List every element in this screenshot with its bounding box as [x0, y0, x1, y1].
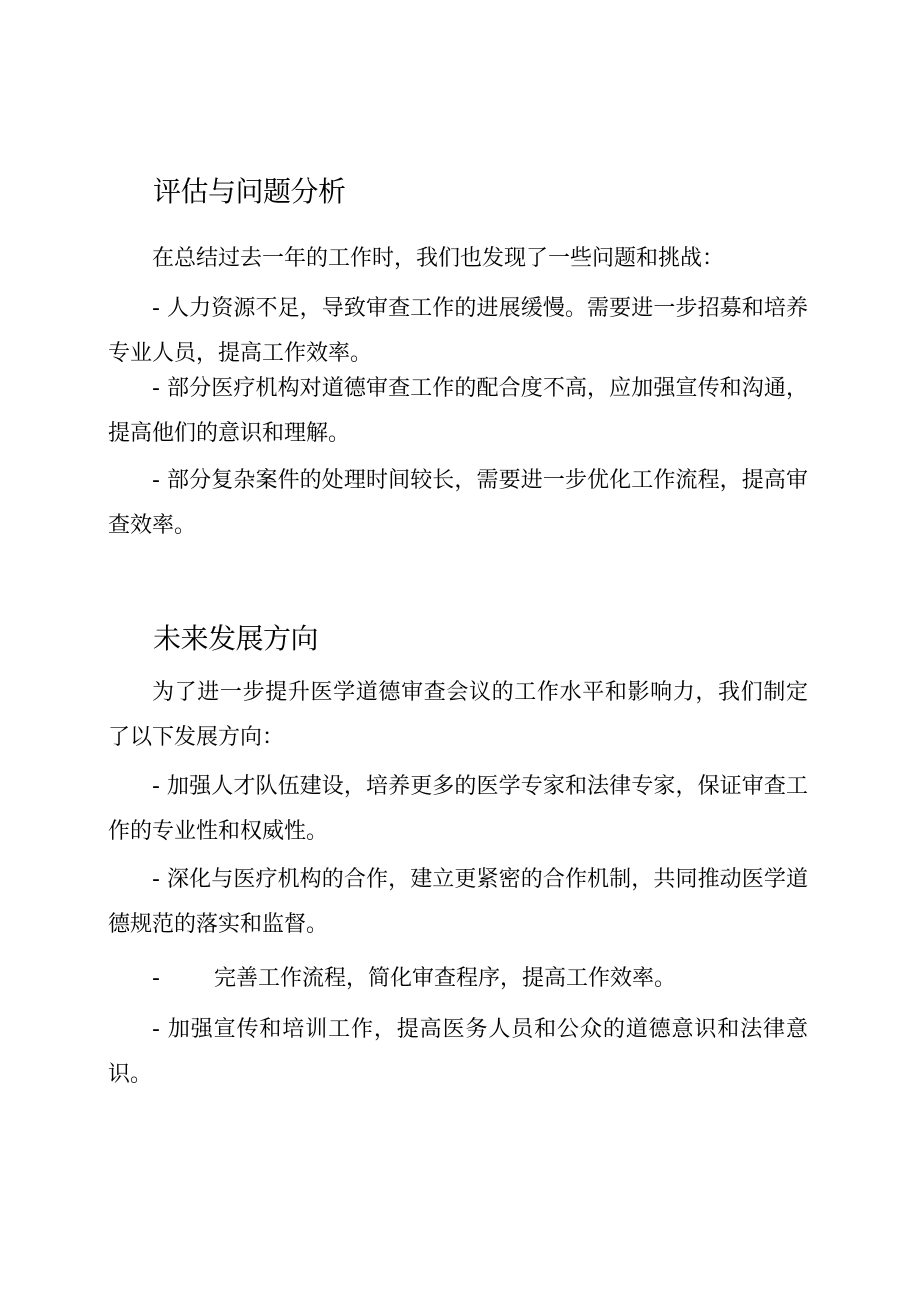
- assessment-intro: 在总结过去一年的工作时，我们也发现了一些问题和挑战：: [152, 246, 725, 271]
- section-title-future: 未来发展方向: [153, 622, 319, 655]
- future-item-3-dash: -: [152, 966, 160, 991]
- assessment-item-1: - 人力资源不足，导致审查工作的进展缓慢。需要进一步招募和培养专业人员，提高工作效率。: [108, 296, 808, 366]
- future-item-3: [152, 956, 676, 1001]
- future-item-3-text: 完善工作流程，简化审查程序，提高工作效率。: [214, 966, 677, 991]
- future-intro: 为了进一步提升医学道德审查会议的工作水平和影响力，我们制定了以下发展方向：: [108, 680, 808, 750]
- future-item-1: - 加强人才队伍建设，培养更多的医学专家和法律专家，保证审查工作的专业性和权威性。: [108, 774, 808, 844]
- assessment-item-2: - 部分医疗机构对道德审查工作的配合度不高，应加强宣传和沟通，提高他们的意识和理解。: [108, 376, 808, 446]
- future-item-2: - 深化与医疗机构的合作，建立更紧密的合作机制，共同推动医学道德规范的落实和监督。: [108, 867, 808, 937]
- future-item-4: - 加强宣传和培训工作，提高医务人员和公众的道德意识和法律意识。: [108, 1017, 808, 1087]
- section-title-assessment: 评估与问题分析: [153, 175, 346, 208]
- assessment-item-3: - 部分复杂案件的处理时间较长，需要进一步优化工作流程，提高审查效率。: [108, 468, 808, 538]
